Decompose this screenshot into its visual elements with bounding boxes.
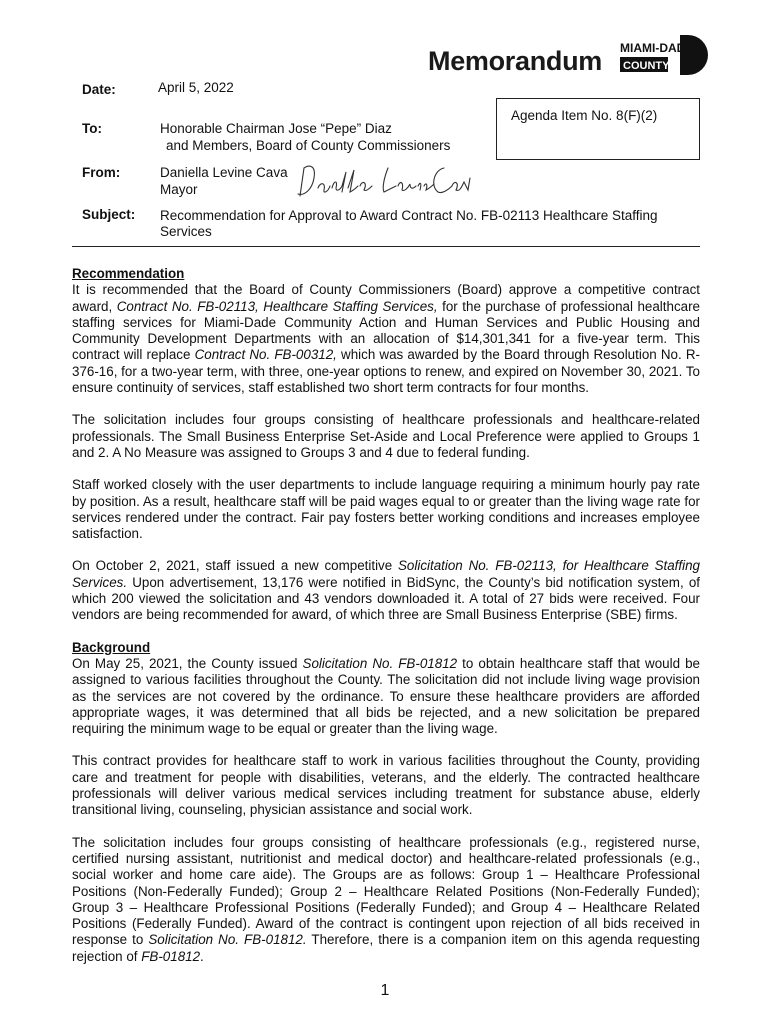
subject-label: Subject:: [82, 207, 136, 222]
from-label: From:: [82, 165, 121, 180]
miami-dade-county-logo: [618, 33, 708, 77]
from-line2: Mayor: [160, 182, 198, 197]
subject-line2: Services: [160, 224, 212, 239]
memo-body: [72, 266, 700, 981]
agenda-item-text: Agenda Item No. 8(F)(2): [511, 108, 658, 123]
recommendation-paragraph-1: It is recommended that the Board of County Commissioners (Board) approve a competitive contract award, Contract No. FB-02113, Healthcare Staffing Services, for the purchase of professional healthcare staffing services for Miami-Dade Community Action and Human Services and Public Housing and Community Development Departments with an allocation of $14,301,341 for a five-year term. This contract will replace Contract No. FB-00312, which was awarded by the Board through Resolution No. R-376-16, for a two-year term, with three, one-year options to renew, and expired on November 30, 2021. To ensure continuity of services, staff established two short term contracts for four months.: [72, 282, 700, 396]
date-value: April 5, 2022: [158, 80, 234, 95]
background-paragraph-3: The solicitation includes four groups consisting of healthcare professionals (e.g., registered nurse, certified nursing assistant, nutritionist and medical doctor) and healthcare-related professionals (e.g., social worker and home care aide). The Groups are as follows: Group 1 – Healthcare Professional Positions (Non-Federally Funded); Group 2 – Healthcare Related Positions (Non-Federally Funded); Group 3 – Healthcare Professional Positions (Federally Funded); and Group 4 – Healthcare Related Positions (Federally Funded). Award of the contract is contingent upon rejection of all bids received in response to Solicitation No. FB-01812. Therefore, there is a companion item on this agenda requesting rejection of FB-01812.: [72, 834, 700, 964]
subject-line1: Recommendation for Approval to Award Contract No. FB-02113 Healthcare Staffing: [160, 208, 658, 223]
to-line1: Honorable Chairman Jose “Pepe” Diaz: [160, 121, 392, 136]
page-number: 1: [380, 982, 390, 999]
header-divider: [72, 246, 700, 247]
logo-text-line1: MIAMI-DADE: [620, 41, 694, 55]
logo-text-line2: COUNTY: [623, 60, 670, 72]
recommendation-paragraph-4: On October 2, 2021, staff issued a new competitive Solicitation No. FB-02113, for Healthcare Staffing Services. Upon advertisement, 13,176 were notified in BidSync, the County’s bid notification system, of which 200 viewed the solicitation and 43 vendors downloaded it. A total of 27 bids were received. Four vendors are being recommended for award, of which three are Small Business Enterprise (SBE) firms.: [72, 558, 700, 623]
background-paragraph-2: This contract provides for healthcare staff to work in various facilities throughout the County, providing care and treatment for people with disabilities, veterans, and the elderly. The contracted healthcare professionals will deliver various medical services including treatment for substance abuse, elderly transitional living, counseling, physician assistance and social work.: [72, 753, 700, 818]
agenda-item-box: [496, 98, 700, 160]
recommendation-paragraph-3: Staff worked closely with the user departments to include language requiring a minimum hourly pay rate by position. As a result, healthcare staff will be paid wages equal to or greater than the living wage rate for services rendered under the contract. Fair pay fosters better working conditions and increases employee satisfaction.: [72, 477, 700, 542]
signature-image: [292, 158, 472, 204]
page-title: Memorandum: [428, 46, 603, 76]
background-heading: Background: [72, 639, 151, 655]
background-paragraph-1: On May 25, 2021, the County issued Solicitation No. FB-01812 to obtain healthcare staff that would be assigned to various facilities throughout the County. The solicitation did not include living wage provision as the services are not covered by the ordinance. To ensure these healthcare providers are afforded appropriate wages, it was determined that all bids be rejected, and a new solicitation be prepared requiring the minimum wage to be equal or greater than the living wage.: [72, 655, 701, 737]
to-line2: and Members, Board of County Commissioners: [166, 138, 451, 153]
from-line1: Daniella Levine Cava: [160, 165, 288, 180]
date-label: Date:: [82, 82, 116, 97]
to-label: To:: [82, 121, 102, 136]
recommendation-heading: Recommendation: [72, 266, 185, 281]
recommendation-paragraph-2: The solicitation includes four groups consisting of healthcare professionals and healthcare-related professionals. The Small Business Enterprise Set-Aside and Local Preference were applied to Groups 1 and 2. A No Measure was assigned to Groups 3 and 4 due to federal funding.: [72, 412, 700, 460]
